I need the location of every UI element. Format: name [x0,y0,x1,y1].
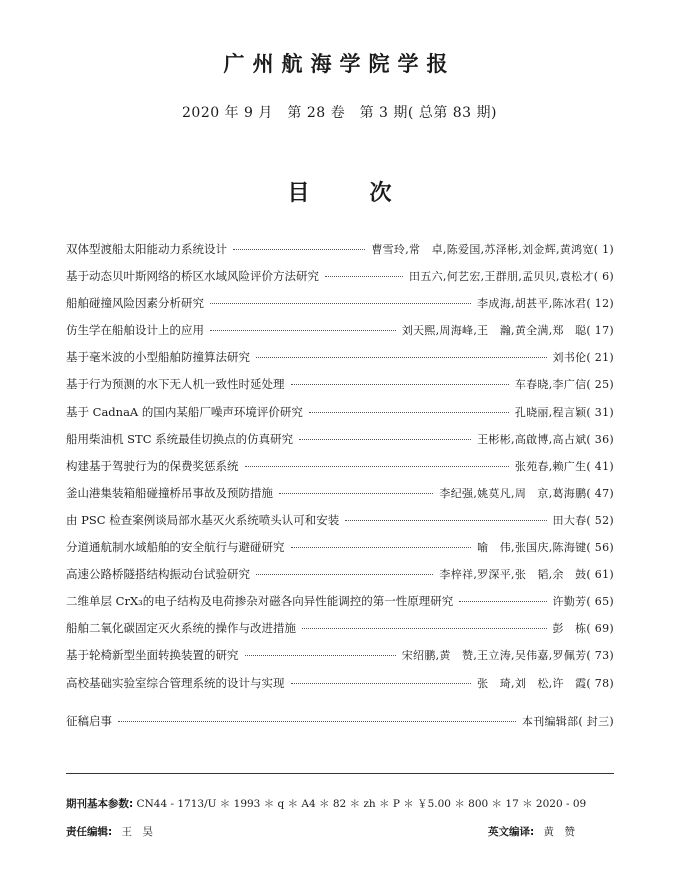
toc-title: 双体型渡船太阳能动力系统设计 [66,242,227,256]
dot-leader [309,412,509,413]
toc-title: 由 PSC 检查案例谈局部水基灭火系统喷头认可和安装 [66,512,340,527]
journal-title: 广州航海学院学报 [223,52,456,76]
toc-title: 基于毫米波的小型船舶防撞算法研究 [66,350,250,365]
toc-authors-page: 王彬彬,高啟博,高占斌( 36) [477,432,614,446]
dot-leader [299,439,471,440]
english-editor [488,824,575,839]
toc-row[interactable] [66,317,614,344]
toc-title: 基于动态贝叶斯网络的桥区水域风险评价方法研究 [66,269,319,284]
dot-leader [279,493,433,494]
toc-row[interactable] [66,453,614,480]
toc-row[interactable] [66,480,614,507]
toc-row[interactable] [66,426,614,453]
issue-line: 2020 年 9 月 第 28 卷 第 3 期( 总第 83 期) [182,105,497,121]
toc-authors-page: 田大春( 52) [552,513,614,527]
toc-row[interactable] [66,344,614,371]
dot-leader [210,330,396,331]
toc-heading-char-2: 次 [369,181,392,206]
dot-leader [345,520,546,521]
basic-params-label: 期刊基本参数: [66,798,134,810]
toc-title: 构建基于驾驶行为的保费奖惩系统 [66,458,239,473]
toc-row[interactable] [66,371,614,398]
toc-row[interactable] [66,670,614,697]
toc-row[interactable] [66,588,614,615]
toc-title: 高校基础实验室综合管理系统的设计与实现 [66,675,285,690]
toc-title: 船舶碰撞风险因素分析研究 [66,296,204,311]
toc-authors-page: 刘天熙,周海峰,王 瀚,黄全满,郑 聪( 17) [401,324,614,338]
toc-authors-page: 田五六,何艺宏,王群朋,孟贝贝,袁松才( 6) [409,270,614,284]
toc-title: 基于行为预测的水下无人机一致性时延处理 [66,377,285,392]
responsible-editor [66,824,153,839]
dot-leader [291,683,472,684]
toc-row[interactable] [66,507,614,534]
table-of-contents [66,236,614,697]
toc-row[interactable] [66,615,614,642]
en-editor-label: 英文编译: [488,826,535,838]
editor-value: 王 昊 [121,826,154,838]
toc-row[interactable] [66,399,614,426]
dot-leader [325,276,403,277]
divider-line [66,773,614,774]
toc-title: 分道通航制水域船舶的安全航行与避碰研究 [66,540,285,555]
toc-row[interactable] [66,561,614,588]
toc-title: 基于 CadnaA 的国内某船厂噪声环境评价研究 [66,404,303,419]
dot-leader [291,384,509,385]
toc-authors-page: 孔晓丽,程言颖( 31) [514,405,614,419]
toc-authors-page: 本刊编辑部( 封三) [521,715,614,728]
toc-heading [0,176,679,207]
toc-authors-page: 李纪强,姚莫凡,周 京,葛海鹏( 47) [439,486,614,500]
dot-leader [256,574,433,575]
toc-row[interactable] [66,708,614,735]
toc-title: 基于轮椅新型坐面转换装置的研究 [66,648,239,663]
toc-row[interactable] [66,263,614,290]
toc-title: 征稿启事 [66,714,112,728]
toc-authors-page: 李梓祥,罗深平,张 韬,余 鼓( 61) [439,568,614,582]
dot-leader [245,466,509,467]
toc-row[interactable] [66,642,614,669]
toc-title: 仿生学在船舶设计上的应用 [66,323,204,338]
en-editor-value: 黄 赞 [543,826,576,838]
dot-leader [233,249,365,250]
toc-title: 高速公路桥隧搭结构振动台试验研究 [66,567,250,582]
dot-leader [210,303,471,304]
toc-title: 釜山港集装箱船碰撞桥吊事故及预防措施 [66,485,273,500]
toc-row[interactable] [66,290,614,317]
toc-authors-page: 张苑春,赖广生( 41) [514,459,614,473]
toc-authors-page: 曹雪玲,常 卓,陈爱国,苏泽彬,刘金辉,黄鸿宽( 1) [371,243,614,256]
toc-title: 船舶二氧化碳固定灭火系统的操作与改进措施 [66,621,296,636]
toc-row[interactable] [66,236,614,263]
toc-authors-page: 张 琦,刘 松,许 霞( 78) [477,676,614,690]
dot-leader [302,628,547,629]
toc-authors-page: 许勤芳( 65) [552,595,614,609]
editor-label: 责任编辑: [66,826,113,838]
dot-leader [245,655,396,656]
call-for-papers-entry [66,708,614,735]
toc-heading-char-1: 目 [287,181,310,206]
toc-authors-page: 喻 伟,张国庆,陈海键( 56) [477,541,614,555]
toc-authors-page: 李成海,胡甚平,陈冰君( 12) [477,297,614,311]
toc-authors-page: 彭 栋( 69) [552,622,614,636]
dot-leader [459,601,546,602]
toc-authors-page: 刘书伦( 21) [552,351,614,365]
toc-title: 船用柴油机 STC 系统最佳切换点的仿真研究 [66,431,294,446]
toc-authors-page: 宋绍鹏,黄 赞,王立涛,吴伟嘉,罗佩芳( 73) [401,649,614,663]
dot-leader [256,357,547,358]
basic-params-value: CN44 - 1713/U ＊ 1993 ＊ q ＊ A4 ＊ 82 ＊ zh ＊ P ＊ ￥5.00 ＊ 800 ＊ 17 ＊ 2020 - 09 [136,798,587,810]
dot-leader [291,547,472,548]
toc-title: 二维单层 CrX₃的电子结构及电荷掺杂对磁各向异性能调控的第一性原理研究 [66,594,454,609]
dot-leader [118,721,516,722]
toc-row[interactable] [66,534,614,561]
basic-params [66,796,586,811]
toc-authors-page: 车春晓,李广信( 25) [514,378,614,392]
